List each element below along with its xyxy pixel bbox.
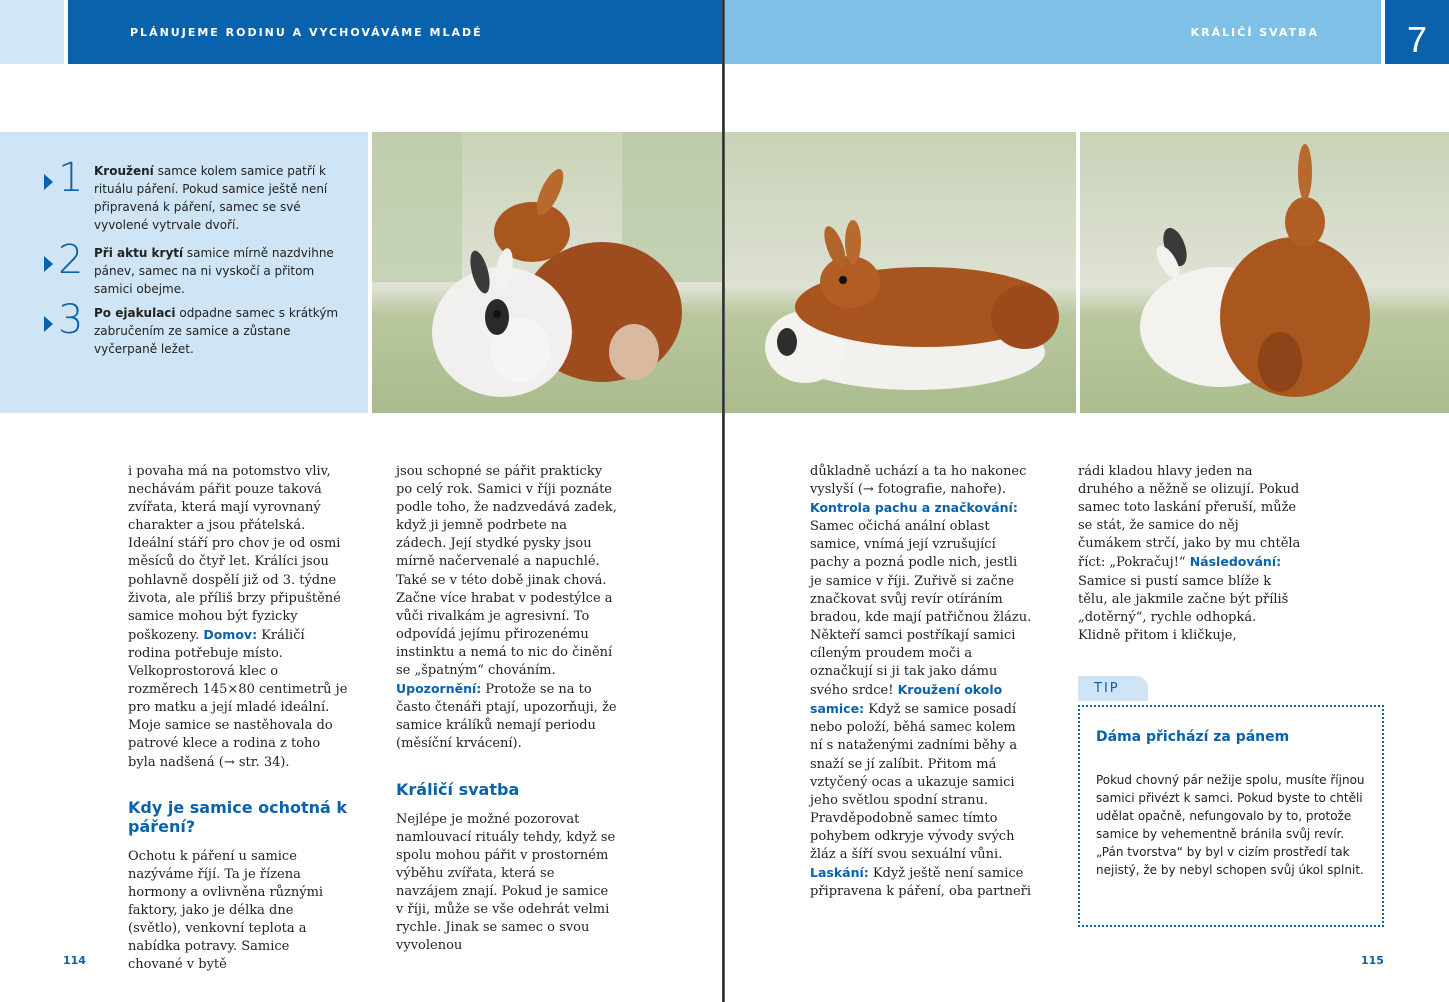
page-number-left: 114 bbox=[63, 954, 86, 967]
keyword-nasledovani: Následování: bbox=[1189, 554, 1282, 570]
section-heading: Králičí svatba bbox=[396, 779, 520, 799]
text-column-4 bbox=[1078, 463, 1302, 645]
photo-rabbits-mating bbox=[725, 132, 1076, 413]
paragraph-text: Samec očichá anální oblast samice, vnímá její vzrušující pachy a pozná podle nich, jestli je samice v říji. Zuřivě si začne značkovat svůj revír otíráním bradou, kde mají patřičnou žlázu. Někteří samci postříkají samici cíleným proudem moči a označkují si ji tak jako dámu svého srdce! bbox=[810, 519, 1032, 699]
paragraph-text: Když se samice posadí nebo položí, běhá samec kolem ní s nataženými zadními běhy a snaží se jí zalíbit. Přitom má vztyčený ocas a ukazuje samici jeho světlou spodní stranu. Pravděpodobně samec tímto pohybem odkryje vývody svých žláz a šíří svou sexuální vůni. bbox=[810, 702, 1018, 862]
paragraph bbox=[128, 463, 348, 772]
caption-arrow-icon bbox=[44, 256, 53, 272]
photo-rabbits-circling bbox=[372, 132, 722, 413]
page-number-right: 115 bbox=[1361, 954, 1384, 967]
caption-arrow-icon bbox=[44, 316, 53, 332]
paragraph bbox=[396, 463, 618, 754]
caption-number: 1 bbox=[58, 155, 84, 201]
caption-item-2 bbox=[44, 237, 354, 298]
text-column-2 bbox=[396, 463, 618, 955]
caption-lead: Po ejakulaci bbox=[94, 306, 176, 320]
tip-box bbox=[1078, 705, 1384, 927]
paragraph-text: Králičí rodina potřebuje místo. Velkoprostorová klec o rozměrech 145×80 centimetrů je pro matku a její mladé ideální. Moje samice se nastěhovala do patrové klece a rodina z toho byla nadšená (→ str. 34). bbox=[128, 627, 348, 770]
caption-arrow-icon bbox=[44, 174, 53, 190]
left-running-title: PLÁNUJEME RODINU A VYCHOVÁVÁME MLADÉ bbox=[130, 26, 483, 39]
caption-body: samce kolem samice patří k rituálu páření. Pokud samice ještě není připravená k páření, samec se své vyvolené vytrvale dvoří. bbox=[94, 164, 328, 232]
text-column-1 bbox=[128, 463, 348, 974]
caption-text bbox=[44, 304, 354, 358]
caption-number: 3 bbox=[58, 297, 84, 343]
paragraph-text: Protože se na to často čtenáři ptají, upozorňuji, že samice králíků nemají periodu (měsíční krvácení). bbox=[396, 682, 617, 752]
tip-text: Pokud chovný pár nežije spolu, musíte říjnou samici přivézt k samci. Pokud byste to chtěli udělat opačně, nefungovalo by to, protože samice by vehementně bránila svůj revír. „Pán tvorstva“ by byl v cizím prostředí tak nejistý, že by nebyl schopen svůj úkol splnit. bbox=[1096, 773, 1365, 877]
book-spine bbox=[722, 0, 725, 1002]
caption-text bbox=[44, 244, 354, 298]
caption-number: 2 bbox=[58, 237, 84, 283]
tip-title: Dáma přichází za pánem bbox=[1096, 729, 1290, 745]
text-column-3 bbox=[810, 463, 1032, 901]
caption-lead: Při aktu krytí bbox=[94, 246, 184, 260]
keyword-laskani: Laskání: bbox=[810, 865, 869, 881]
right-running-title: KRÁLIČÍ SVATBA bbox=[1190, 26, 1319, 39]
paragraph: Ochotu k páření u samice nazýváme říjí. Ta je řízena hormony a ovlivněna různými faktory, jako je délka dne (světlo), venkovní teplota a nabídka potravy. Samice chované v bytě bbox=[128, 848, 324, 973]
paragraph-text: jsou schopné se pářit prakticky po celý rok. Samici v říji poznáte podle toho, že nadzvedává zadek, když ji jemně podrbete na zádech. Její stydké pysky jsou mírně načervenalé a napuchlé. Také se v této době jinak chová. Začne více hrabat v podestýlce a vůči rivalkám je agresivní. To odpovídá jejímu přirozenému instinktu a nemá to nic do činění se „špatným“ chováním. bbox=[396, 464, 617, 679]
header-left-accent bbox=[0, 0, 64, 64]
tip-label: TIP bbox=[1078, 676, 1148, 701]
keyword-domov: Domov: bbox=[203, 626, 258, 642]
paragraph bbox=[810, 463, 1032, 901]
keyword-kontrola: Kontrola pachu a značkování: bbox=[810, 500, 1018, 516]
caption-lead: Kroužení bbox=[94, 164, 154, 178]
photo-caption-box bbox=[0, 132, 368, 413]
paragraph: Nejlépe je možné pozorovat namlouvací rituály tehdy, když se spolu mohou pářit v prostorném výběhu zvířata, která se navzájem znají. Pokud je samice v říji, může se vše odehrát velmi rychle. Jinak se samec o svou vyvolenou bbox=[396, 811, 616, 954]
caption-body: samice mírně nazdvihne pánev, samec na ni vyskočí a přitom samici obejme. bbox=[94, 246, 334, 296]
caption-text bbox=[44, 162, 354, 234]
section-heading: Kdy je samice ochotná k páření? bbox=[128, 797, 348, 836]
keyword-upozorneni: Upozornění: bbox=[396, 681, 482, 697]
paragraph-text: Samice si pustí samce blíže k tělu, ale jakmile začne být příliš „dotěrný“, rychle odhopká. Klidně přitom i kličkuje, bbox=[1078, 573, 1289, 643]
chapter-number: 7 bbox=[1385, 0, 1449, 64]
paragraph-text: důkladně uchází a ta ho nakonec vyslyší (→ fotografie, nahoře). bbox=[810, 464, 1027, 498]
paragraph-text: Když ještě není samice připravena k páření, oba partneři bbox=[810, 866, 1032, 900]
caption-item-3 bbox=[44, 297, 354, 358]
caption-item-1 bbox=[44, 155, 354, 234]
header-left-bar bbox=[68, 0, 723, 64]
header-right-bar bbox=[725, 0, 1381, 64]
paragraph bbox=[1078, 463, 1302, 645]
photo-rabbits-after bbox=[1080, 132, 1449, 413]
paragraph-text: i povaha má na potomstvo vliv, nechávám pářit pouze taková zvířata, která mají vyrovnaný charakter a jsou přátelská. Ideální stáří pro chov je od osmi měsíců do čtyř let. Králíci jsou pohlavně dospělí již od 3. týdne života, ale příliš brzy připuštěné samice mohou být fyzicky poškozeny. bbox=[128, 464, 341, 643]
keyword-krouzeni: Kroužení okolo samice: bbox=[810, 682, 1003, 717]
caption-body: odpadne samec s krátkým zabručením ze samice a zůstane vyčerpaně ležet. bbox=[94, 306, 339, 356]
paragraph-text: rádi kladou hlavy jeden na druhého a něžně se olizují. Pokud samec toto laskání přeruší, může se stát, že samice do něj čumákem strčí, jako by mu chtěla říct: „Pokračuj!“ bbox=[1078, 464, 1301, 571]
